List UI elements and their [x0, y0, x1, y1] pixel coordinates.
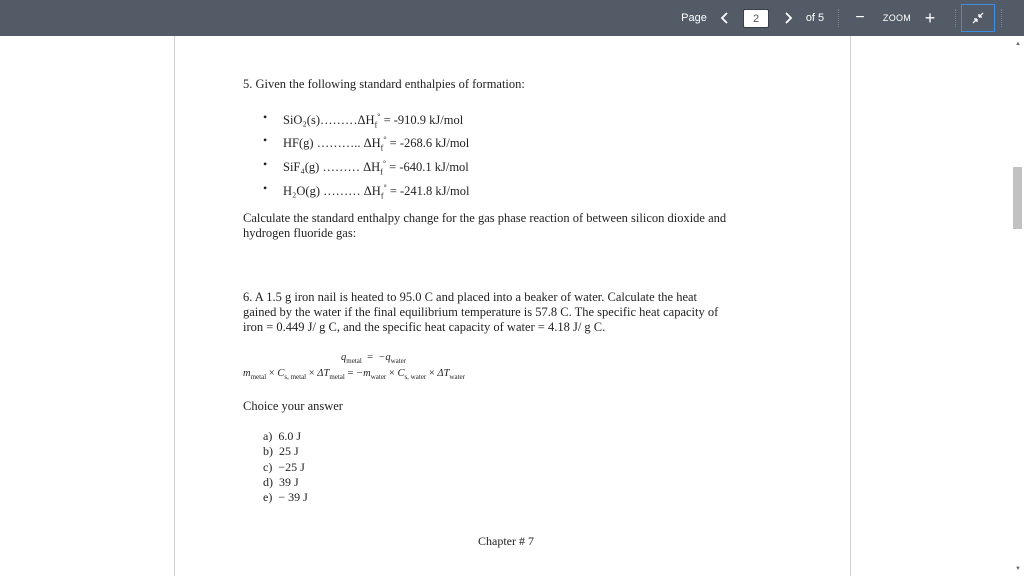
heat-capacity-equation: $m_{metal} \times C_{s, metal} \times \Delta T_{metal} = -m_{water} \times C_{s, water} \times \Delta T_{water}$	[243, 368, 465, 381]
compound: HF(g)	[283, 136, 314, 151]
zoom-in-button[interactable]: +	[924, 7, 936, 28]
answer-option[interactable]: e) − 39 J	[263, 490, 308, 504]
page-footer: Chapter # 7	[478, 534, 534, 548]
bullet: •	[263, 110, 268, 124]
document-viewer[interactable]	[0, 36, 1024, 576]
question-6-line-3: iron = 0.449 J/ g C, and the specific heat capacity of water = 4.18 J/ g C.	[243, 320, 606, 334]
enthalpy-value: = -268.6 kJ/mol	[389, 136, 470, 151]
toolbar-divider	[838, 9, 839, 27]
page-count-label: of 5	[805, 12, 825, 24]
page-label: Page	[681, 12, 707, 24]
viewer-toolbar	[0, 0, 1024, 36]
scroll-up-arrow[interactable]: ▲	[1015, 41, 1021, 47]
leader-dots: ………..	[313, 136, 364, 151]
enthalpy-symbol: ΔH	[363, 136, 381, 151]
leader-dots: ………	[320, 113, 358, 128]
enthalpy-item: H₂O(g) ……… $\Delta H_f^\circ = -241.8$ kJ/mol	[283, 183, 470, 201]
enthalpy-symbol: ΔH	[363, 184, 381, 199]
answer-option[interactable]: b) 25 J	[263, 444, 299, 458]
answer-option[interactable]: d) 39 J	[263, 475, 299, 489]
chevron-right-icon	[783, 12, 793, 24]
next-page-button[interactable]	[780, 0, 796, 36]
enthalpy-item: $SiO_2(s)\dots\dots\dots\Delta H_f^\circ = -910.9$ kJ/mol	[283, 112, 464, 130]
toolbar-divider	[1001, 9, 1002, 27]
heat-equation: $q_{metal} = -q_{water}$	[341, 352, 407, 365]
compound: SiF₄(g)	[283, 160, 320, 175]
enthalpy-symbol: ΔH	[363, 160, 381, 175]
leader-dots: ………	[319, 160, 364, 175]
question-5-line-2: hydrogen fluoride gas:	[243, 226, 357, 240]
compound: H₂O(g)	[283, 184, 320, 199]
answer-option[interactable]: c) −25 J	[263, 460, 305, 474]
enthalpy-value: = -241.8 kJ/mol	[389, 184, 470, 199]
zoom-out-button[interactable]: −	[855, 9, 865, 26]
bullet: •	[263, 157, 268, 171]
collapse-icon	[971, 11, 985, 25]
question-6-line-1: 6. A 1.5 g iron nail is heated to 95.0 C and placed into a beaker of water. Calculate the heat	[243, 290, 698, 304]
question-6-line-2: gained by the water if the final equilibrium temperature is 57.8 C. The specific heat capacity of	[243, 305, 719, 319]
page-number-input[interactable]	[743, 9, 769, 28]
enthalpy-item: HF(g) ……….. $\Delta H_f^\circ = -268.6$ kJ/mol	[283, 135, 470, 153]
bullet: •	[263, 133, 268, 147]
bullet: •	[263, 181, 268, 195]
choice-label: Choice your answer	[243, 399, 343, 413]
document-page	[174, 36, 851, 576]
question-5-line-1: Calculate the standard enthalpy change for the gas phase reaction of between silicon dioxide and	[243, 211, 727, 225]
leader-dots: ………	[320, 184, 364, 199]
zoom-label: ZOOM	[882, 13, 912, 23]
exit-fullscreen-button[interactable]	[961, 4, 995, 32]
enthalpy-value: = -640.1 kJ/mol	[389, 160, 469, 175]
scroll-down-arrow[interactable]: ▼	[1015, 566, 1021, 572]
chevron-left-icon	[720, 12, 730, 24]
enthalpy-symbol: ΔH	[357, 113, 375, 128]
enthalpy-item: SiF₄(g) ……… $\Delta H_f^\circ = -640.1$ kJ/mol	[283, 159, 469, 177]
enthalpy-value: = -910.9 kJ/mol	[383, 113, 464, 128]
previous-page-button[interactable]	[717, 0, 733, 36]
compound: SiO₂(s)	[283, 113, 320, 128]
scrollbar-thumb[interactable]	[1013, 167, 1022, 229]
toolbar-divider	[955, 9, 956, 27]
question-5-intro: 5. Given the following standard enthalpies of formation:	[243, 77, 525, 91]
answer-option[interactable]: a) 6.0 J	[263, 429, 301, 443]
